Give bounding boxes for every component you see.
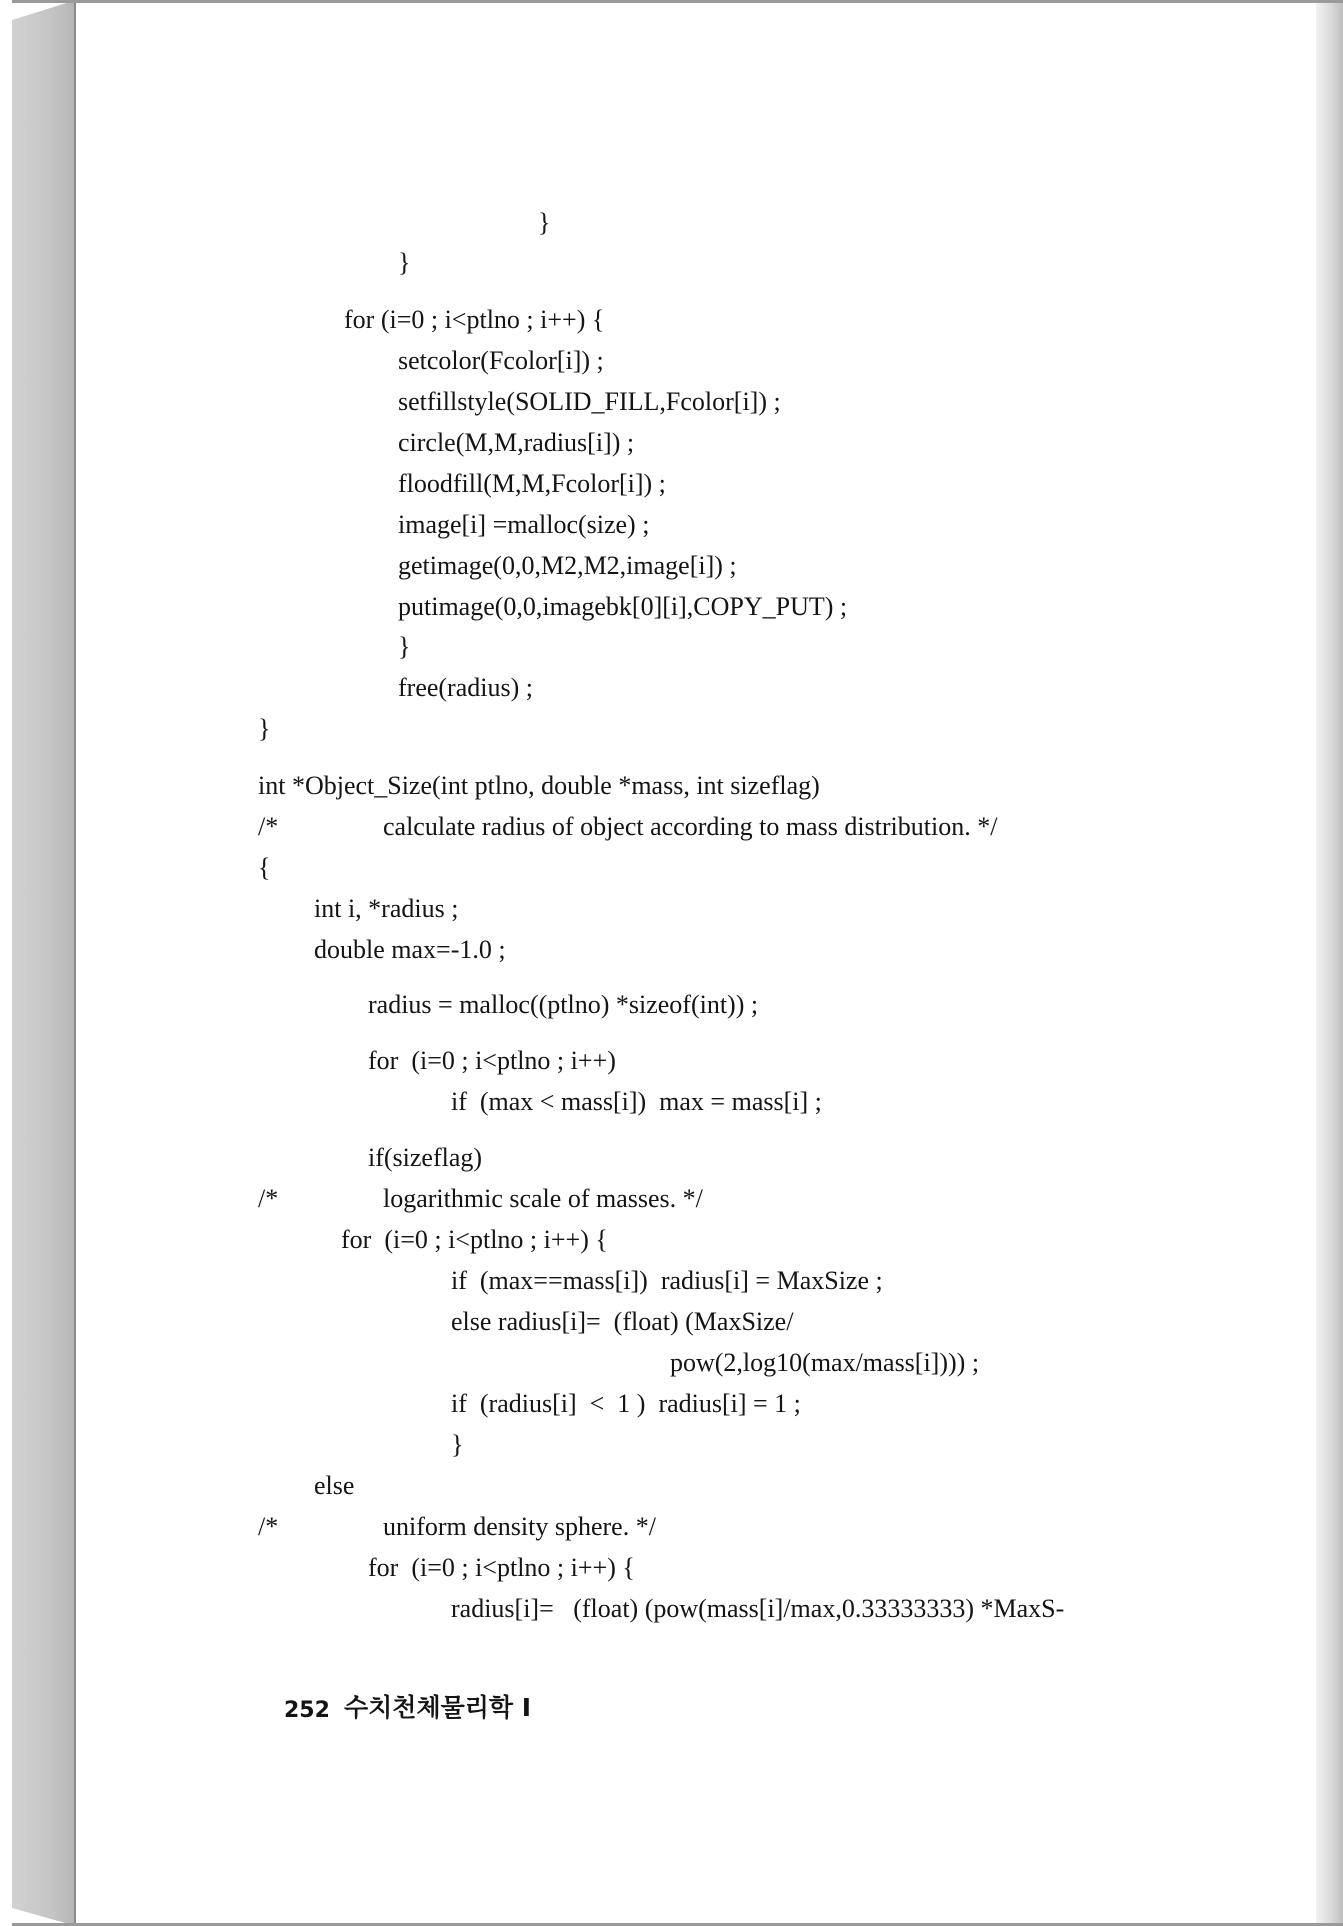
page-edge-shadow (1316, 0, 1343, 1926)
code-line: putimage(0,0,imagebk[0][i],COPY_PUT) ; (398, 592, 848, 621)
function-signature: int *Object_Size(int ptlno, double *mass, int sizeflag) (258, 771, 820, 800)
code-line: if (max < mass[i]) max = mass[i] ; (451, 1087, 822, 1116)
code-line: } (538, 208, 551, 237)
running-head: 수치천체물리학 I (344, 1693, 532, 1722)
code-line: setcolor(Fcolor[i]) ; (398, 346, 604, 375)
code-line: } (398, 632, 411, 661)
code-line: } (398, 248, 411, 277)
code-line: else (314, 1471, 355, 1500)
code-line: if (max==mass[i]) radius[i] = MaxSize ; (451, 1266, 883, 1295)
comment-text: calculate radius of object according to mass distribution. */ (383, 812, 998, 841)
code-line: int i, *radius ; (314, 894, 459, 923)
book-spine (0, 0, 76, 1926)
code-line: free(radius) ; (398, 673, 533, 702)
comment-open: /* (258, 812, 279, 841)
comment-open: /* (258, 1512, 279, 1541)
code-line: } (258, 714, 271, 743)
code-line: } (451, 1430, 464, 1459)
comment-open: /* (258, 1184, 279, 1213)
comment-text: uniform density sphere. */ (383, 1512, 656, 1541)
page-top-border (12, 0, 1343, 3)
code-line: getimage(0,0,M2,M2,image[i]) ; (398, 551, 737, 580)
code-line: floodfill(M,M,Fcolor[i]) ; (398, 469, 666, 498)
code-line: if(sizeflag) (368, 1143, 483, 1172)
comment-text: logarithmic scale of masses. */ (383, 1184, 703, 1213)
page (76, 0, 1316, 1926)
code-line: for (i=0 ; i<ptlno ; i++) { (341, 1225, 608, 1254)
code-line: radius = malloc((ptlno) *sizeof(int)) ; (368, 990, 759, 1019)
code-line: circle(M,M,radius[i]) ; (398, 428, 635, 457)
code-line: setfillstyle(SOLID_FILL,Fcolor[i]) ; (398, 387, 781, 416)
code-line: { (258, 853, 271, 882)
code-line: double max=-1.0 ; (314, 935, 506, 964)
code-line: for (i=0 ; i<ptlno ; i++) (368, 1046, 616, 1075)
code-line: pow(2,log10(max/mass[i]))) ; (670, 1348, 980, 1377)
code-line: if (radius[i] < 1 ) radius[i] = 1 ; (451, 1389, 801, 1418)
code-line: image[i] =malloc(size) ; (398, 510, 650, 539)
code-line: else radius[i]= (float) (MaxSize/ (451, 1307, 794, 1336)
code-line: for (i=0 ; i<ptlno ; i++) { (344, 305, 605, 334)
code-line: for (i=0 ; i<ptlno ; i++) { (368, 1553, 635, 1582)
page-number: 252 (284, 1698, 330, 1723)
code-line: radius[i]= (float) (pow(mass[i]/max,0.33333333) *MaxS- (451, 1594, 1065, 1623)
